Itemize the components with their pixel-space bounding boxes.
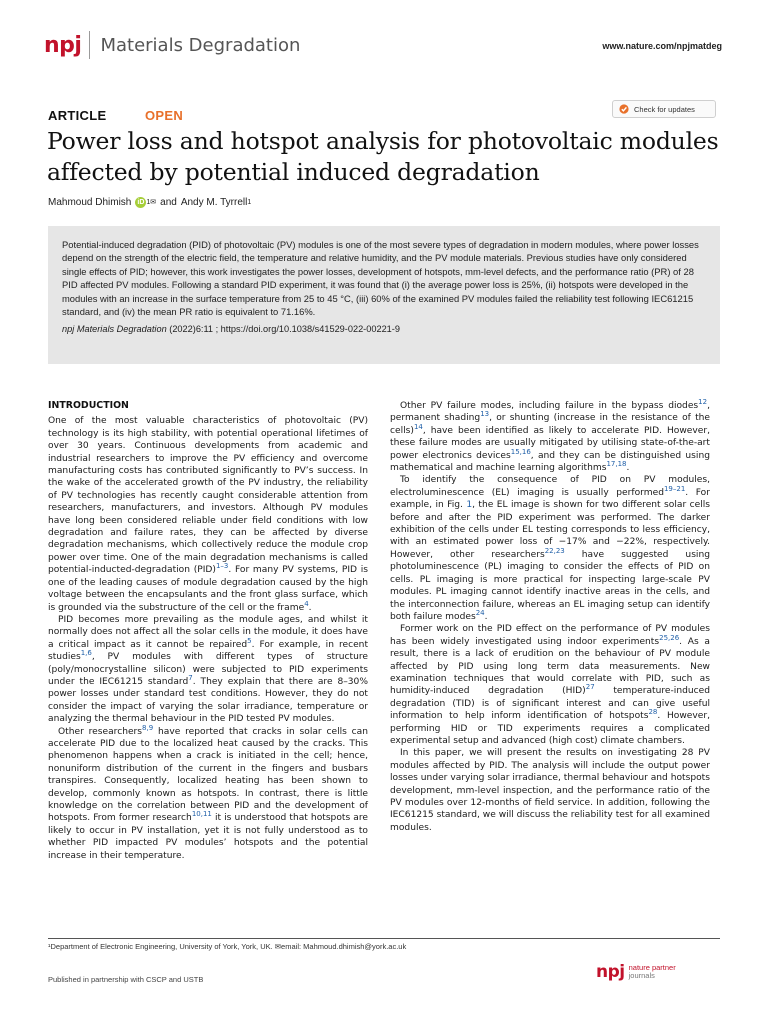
author-list: Mahmoud Dhimish iD 1✉ and Andy M. Tyrrell 1 xyxy=(48,197,252,208)
publisher-note: Published in partnership with CSCP and USTB xyxy=(48,975,204,984)
abstract-text: Potential-induced degradation (PID) of photovoltaic (PV) modules is one of the most severe types of degradation in modern modules, where power losses depend on the strength of the electric field, the temperature and relative humidity, and the PV module materials. Previous studies have only considered single effects of PID; however, this work investigates the power losses, development of hotspots, mm-level defects, and the performance ratio (PR) of 28 PID affected PV modules. Following a standard PID experiment, it was found that (i) the average power loss is 25%, (ii) hotspots were developed in the modules with an increase in the surface temperature from 25 to 45 °C, (iii) 60% of the examined PV modules failed the reliability test following IEC61215 standard, and (iv) the mean PR ratio is equivalent to 71.16%. xyxy=(62,239,699,318)
open-access-label: OPEN xyxy=(145,108,184,123)
body-paragraph: Former work on the PID effect on the performance of PV modules has been widely investigated using indoor experiments$^{25,26}$. As a result, there is a lack of erudition on the behaviour of PV module affected by PID using long term data measurements. New examination techniques that would correlate with PID, such as humidity-induced degradation (HID)$^{27}$ temperature-induced degradation (TID) is of significant interest and can give useful information to help inform identification of hotspots$^{28}$. However, performing HID or TID experiments requires a complicated experimental setup and advanced (high cost) climate chambers. xyxy=(390,624,710,746)
journal-name: Materials Degradation xyxy=(100,34,301,56)
citation-doi[interactable]: (2022)6:11 ; https://doi.org/10.1038/s41529-022-00221-9 xyxy=(166,324,400,335)
article-citation xyxy=(62,324,706,334)
author-name[interactable]: Mahmoud Dhimish xyxy=(48,197,132,208)
section-heading: INTRODUCTION xyxy=(48,400,129,411)
nature-partner-journals-logo[interactable] xyxy=(596,962,676,982)
body-paragraph: Other researchers$^{8,9}$ have reported that cracks in solar cells can accelerate PID due to the localized heat caused by the cracks. This phenomenon happens when a crack is initiated in the cell; hence, nonuniform distribution of the current in the fingers and busbars transpires. Consequently, localized heating has been shown to develop, commonly known as hotspots. In contrast, there is little knowledge on the correlation between PID and the development of hotspots. From former research$^{10,11}$ it is understood that hotspots are likely to occur in PV installation, yet it is not fully understood as to whether PID impacted PV modules’ hotspots and the potential increase in their temperature. xyxy=(48,723,369,861)
body-column-left xyxy=(48,400,368,862)
body-paragraph: To identify the consequence of PID on PV modules, electroluminescence (EL) imaging is usually performed$^{19-21}$. For example, in Fig. 1, the EL image is shown for two different solar cells before and after the PID experiment was performed. The darker exhibition of the cells under EL testing corresponds to less efficiency, with an estimated power loss of −17% and −22%, respectively. However, other researchers$^{22,23}$ have suggested using photoluminescence (PL) imaging to consider the effects of PID on cells. PL imaging is more practical for inspecting large-scale PV modules. PL imaging cannot identify inactive areas in the cells, and the interconnection failure, whereas an EL imaging setup can identify both failure modes$^{24}$. xyxy=(390,475,710,622)
journal-header xyxy=(44,30,300,60)
article-title: Power loss and hotspot analysis for photovoltaic modules affected by potential induced degradation xyxy=(47,127,719,186)
abstract-box xyxy=(48,226,720,364)
partner-line2: journals xyxy=(628,971,655,980)
body-paragraph: In this paper, we will present the results on investigating 28 PV modules affected by PID. The analysis will include the output power losses under varying solar irradiance, thermal behaviour and hotspots development, mm-level inspection, and the performance ratio of the PV modules over 12-months of field service. In addition, following the IEC61215 standard, we will discuss the reliability test for all examined modules. xyxy=(390,748,710,833)
crossmark-icon xyxy=(619,104,629,114)
footnote-divider xyxy=(48,938,720,939)
body-paragraph: Other PV failure modes, including failure in the bypass diodes$^{12}$, permanent shading$^{13}$, or shunting (increase in the resistance of the cells)$^{14}$, have been identified as likely to accelerate PID. However, these failure modes are usually mitigated by utilising state-of-the-art power electronics devices$^{15,16}$, and they can be distinguished using mathematical and machine learning algorithms$^{17,18}$. xyxy=(390,397,710,474)
author-name[interactable]: Andy M. Tyrrell xyxy=(180,197,248,208)
partner-line1: nature partner xyxy=(628,962,676,972)
body-column-right xyxy=(390,397,710,834)
npj-small-logo: npj xyxy=(596,962,625,982)
author-connector: and xyxy=(160,197,177,208)
header-divider xyxy=(89,31,90,59)
body-paragraph: PID becomes more prevailing as the module ages, and whilst it normally does not affect all the solar cells in the module, it does have a critical impact as it cannot be repaired$^5$. For example, in recent studies$^{1,6}$, PV modules with different types of structure (poly/monocrystalline silicon) were subjected to PID experiments under the IEC61215 standard$^7$. They explain that there are 8–30% power losses under standard test conditions. However, they do not consider the impact of varying the solar irradiance, temperature or analyzing the thermal behaviour in the PID tested PV modules. xyxy=(48,614,369,725)
article-type-label: ARTICLE xyxy=(48,108,107,123)
body-paragraph: One of the most valuable characteristics of photovoltaic (PV) technology is its high stability, with potential operational lifetimes of over 30 years. Continuous developments from academic and industrial researchers to improve the PV efficiency and overcome manufacturing costs has contributed significantly to PV’s success. In the wake of the accelerated growth of the PV industry, the reliability of PV technologies has recently caught considerable attention from researchers, manufacturers, and investors. Although PV modules have long been considered reliable under field conditions with low degradation and failure rates, they can be affected by diverse degradation mechanisms, which collectively reduce the module crop power over time. One of the main degradation mechanisms is called potential-inducted-degradation (PID)$^{1-3}$. For many PV systems, PID is one of the leading causes of module degradation caused by the high voltage between the encapsulants and the front glass surface, which is grounded via the substructure of the cell or the frame$^4$. xyxy=(48,416,368,613)
npj-logo[interactable]: npj xyxy=(44,32,82,58)
journal-url-link[interactable]: www.nature.com/npjmatdeg xyxy=(602,41,722,51)
citation-journal: npj Materials Degradation xyxy=(62,324,167,335)
orcid-icon[interactable]: iD xyxy=(137,199,145,206)
check-for-updates-label: Check for updates xyxy=(634,104,695,114)
partner-text xyxy=(629,964,676,981)
affiliation-footnote: ¹Department of Electronic Engineering, University of York, York, UK. ✉email: Mahmoud.dhimish@york.ac.uk xyxy=(48,942,407,951)
check-for-updates-button[interactable] xyxy=(612,100,716,118)
